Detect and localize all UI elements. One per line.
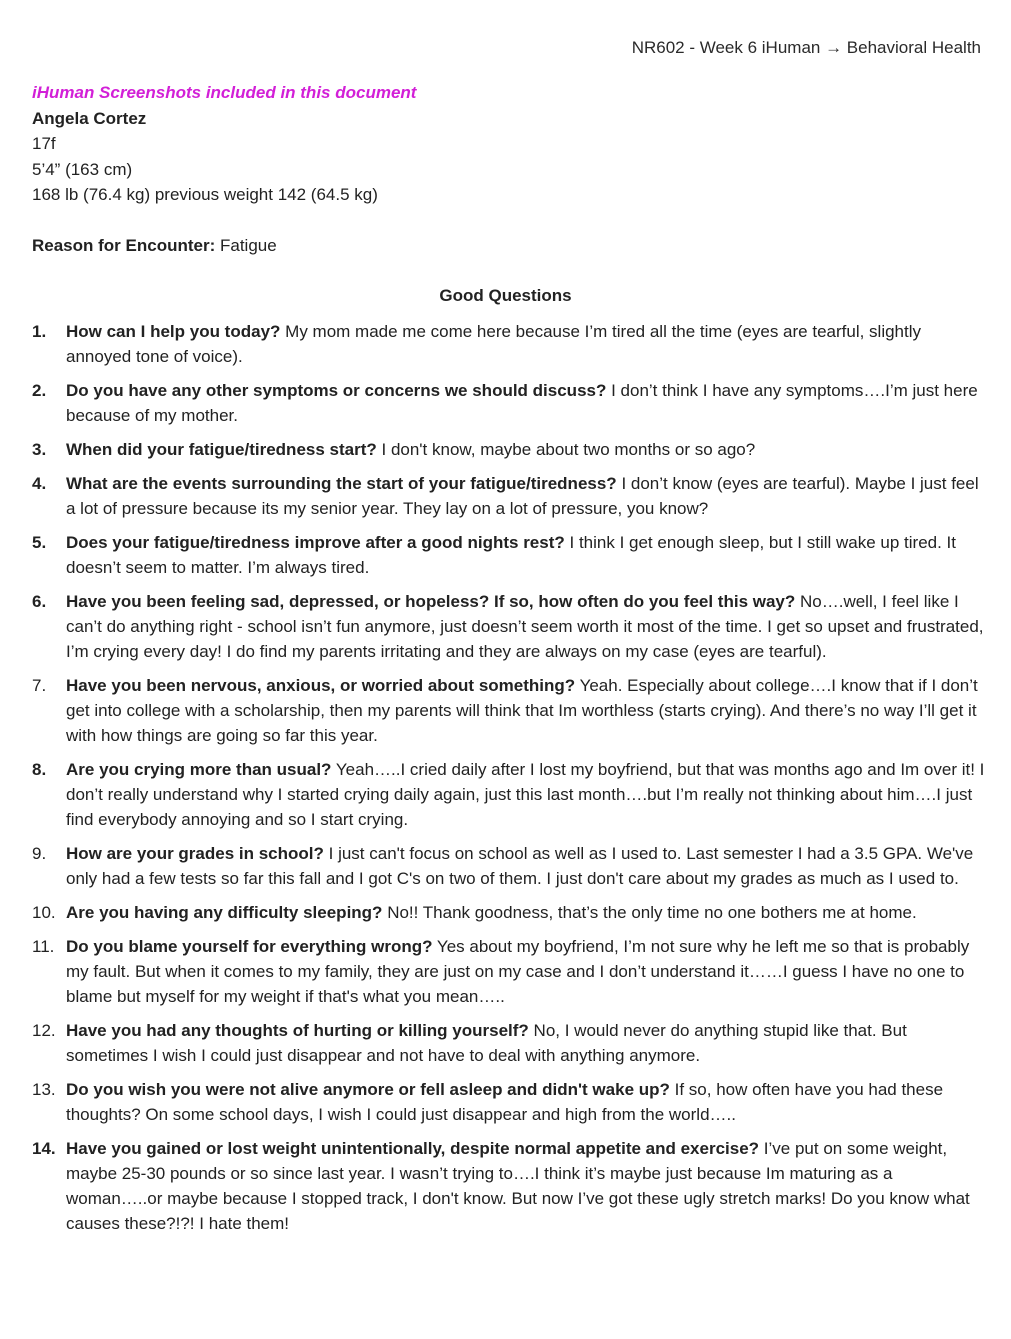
question-item <box>0 841 990 891</box>
answer-text: I don’t think I have any symptoms….I’m just here because of my mother. <box>66 381 978 425</box>
question-number: 9. <box>32 844 47 863</box>
question-text: Are you having any difficulty sleeping? <box>66 903 383 922</box>
patient-info <box>32 80 972 258</box>
question-item <box>0 437 990 462</box>
question-number: 8. <box>32 760 47 779</box>
question-number: 3. <box>32 440 47 459</box>
question-item <box>0 673 990 748</box>
question-number: 13. <box>32 1080 56 1099</box>
question-item <box>0 378 990 428</box>
answer-text: No!! Thank goodness, that’s the only time no one bothers me at home. <box>387 903 917 922</box>
answer-text: I think I get enough sleep, but I still wake up tired. It doesn’t seem to matter. I’m always tired. <box>66 533 957 577</box>
patient-height: 5’4” (163 cm) <box>32 159 133 179</box>
question-item <box>0 1018 990 1068</box>
screenshot-note: iHuman Screenshots included in this document <box>32 83 417 102</box>
question-number: 4. <box>32 474 47 493</box>
question-text: Do you wish you were not alive anymore or fell asleep and didn't wake up? <box>66 1080 670 1099</box>
reason-label: Reason for Encounter: <box>32 235 216 255</box>
question-item <box>0 1077 990 1127</box>
answer-text: If so, how often have you had these thoughts? On some school days, I wish I could just disappear and high from the world….. <box>66 1080 944 1124</box>
question-item <box>0 471 990 521</box>
answer-text: No….well, I feel like I can’t do anything right - school isn’t fun anymore, just doesn’t seem worth it most of the time. I get so upset and frustrated, I’m crying every day! I do find my parents irritating and they are always on my case (eyes are tearful). <box>66 592 984 661</box>
question-number: 10. <box>32 903 56 922</box>
answer-text: Yeah…..I cried daily after I lost my boyfriend, but that was months ago and Im over it! I don’t really understand why I started crying daily again, just this last month….but I’m really not thinking about him….I just find everybody annoying and so I start crying. <box>66 760 985 829</box>
question-text: Does your fatigue/tiredness improve after a good nights rest? <box>66 533 565 552</box>
patient-weight: 168 lb (76.4 kg) previous weight 142 (64.5 kg) <box>32 185 378 204</box>
question-text: Do you blame yourself for everything wrong? <box>66 937 433 956</box>
answer-text: I’ve put on some weight, maybe 25-30 pounds or so since last year. I wasn’t trying to….I think it’s maybe just because Im maturing as a woman…..or maybe because I stopped track, I don't know. But now I’ve got these ugly stretch marks! Do you know what causes these?!?! I hate them! <box>66 1139 970 1233</box>
question-text: What are the events surrounding the start of your fatigue/tiredness? <box>66 474 617 493</box>
answer-text: I don't know, maybe about two months or so ago? <box>381 440 756 459</box>
reason-value: Fatigue <box>219 235 277 255</box>
question-item <box>0 319 990 369</box>
question-number: 12. <box>32 1021 56 1040</box>
question-item <box>0 900 990 925</box>
document-header: NR602 - Week 6 iHuman → Behavioral Health <box>631 38 981 57</box>
question-number: 11. <box>32 937 55 956</box>
question-number: 6. <box>32 592 47 611</box>
question-text: Have you been feeling sad, depressed, or hopeless? If so, how often do you feel this way? <box>66 592 796 611</box>
question-number: 7. <box>32 676 47 695</box>
question-item <box>0 757 990 832</box>
question-item <box>0 530 990 580</box>
question-text: Do you have any other symptoms or concerns we should discuss? <box>66 381 607 400</box>
question-text: Have you gained or lost weight unintentionally, despite normal appetite and exercise? <box>66 1139 760 1158</box>
question-text: Have you had any thoughts of hurting or killing yourself? <box>66 1021 529 1040</box>
question-text: How are your grades in school? <box>66 844 324 863</box>
question-number: 2. <box>32 381 47 400</box>
question-text: When did your fatigue/tiredness start? <box>66 440 377 459</box>
question-list <box>0 319 990 1245</box>
question-item <box>0 589 990 664</box>
question-item <box>0 934 990 1009</box>
question-text: Have you been nervous, anxious, or worried about something? <box>66 676 576 695</box>
question-number: 14. <box>32 1139 56 1158</box>
question-text: How can I help you today? <box>66 322 281 341</box>
answer-text: Yeah. Especially about college….I know that if I don’t get into college with a scholarship, then my parents will think that Im worthless (starts crying). And there’s no way I’ll get it with how things are going so far this year. <box>66 676 978 745</box>
answer-text: My mom made me come here because I’m tired all the time (eyes are tearful, slightly annoyed tone of voice). <box>66 322 922 366</box>
section-title: Good Questions <box>439 286 572 305</box>
patient-name: Angela Cortez <box>32 108 147 128</box>
answer-text: I just can't focus on school as well as I used to. Last semester I had a 3.5 GPA. We've only had a few tests so far this fall and I got C's on two of them. I just don't care about my grades as much as I used to. <box>66 844 974 888</box>
question-number: 5. <box>32 533 47 552</box>
answer-text: I don’t know (eyes are tearful). Maybe I just feel a lot of pressure because its my senior year. They lay on a lot of pressure, you know? <box>66 474 979 518</box>
question-number: 1. <box>32 322 47 341</box>
patient-age-sex: 17f <box>32 134 56 153</box>
question-text: Are you crying more than usual? <box>66 760 332 779</box>
question-item <box>0 1136 990 1236</box>
answer-text: Yes about my boyfriend, I’m not sure why he left me so that is probably my fault. But when it comes to my family, they are just on my case and I don’t understand it……I guess I have no one to blame but myself for my weight if that's what you mean….. <box>66 937 970 1006</box>
answer-text: No, I would never do anything stupid like that. But sometimes I wish I could just disappear and not have to deal with anything anymore. <box>66 1021 907 1065</box>
reason-for-encounter <box>32 233 972 259</box>
